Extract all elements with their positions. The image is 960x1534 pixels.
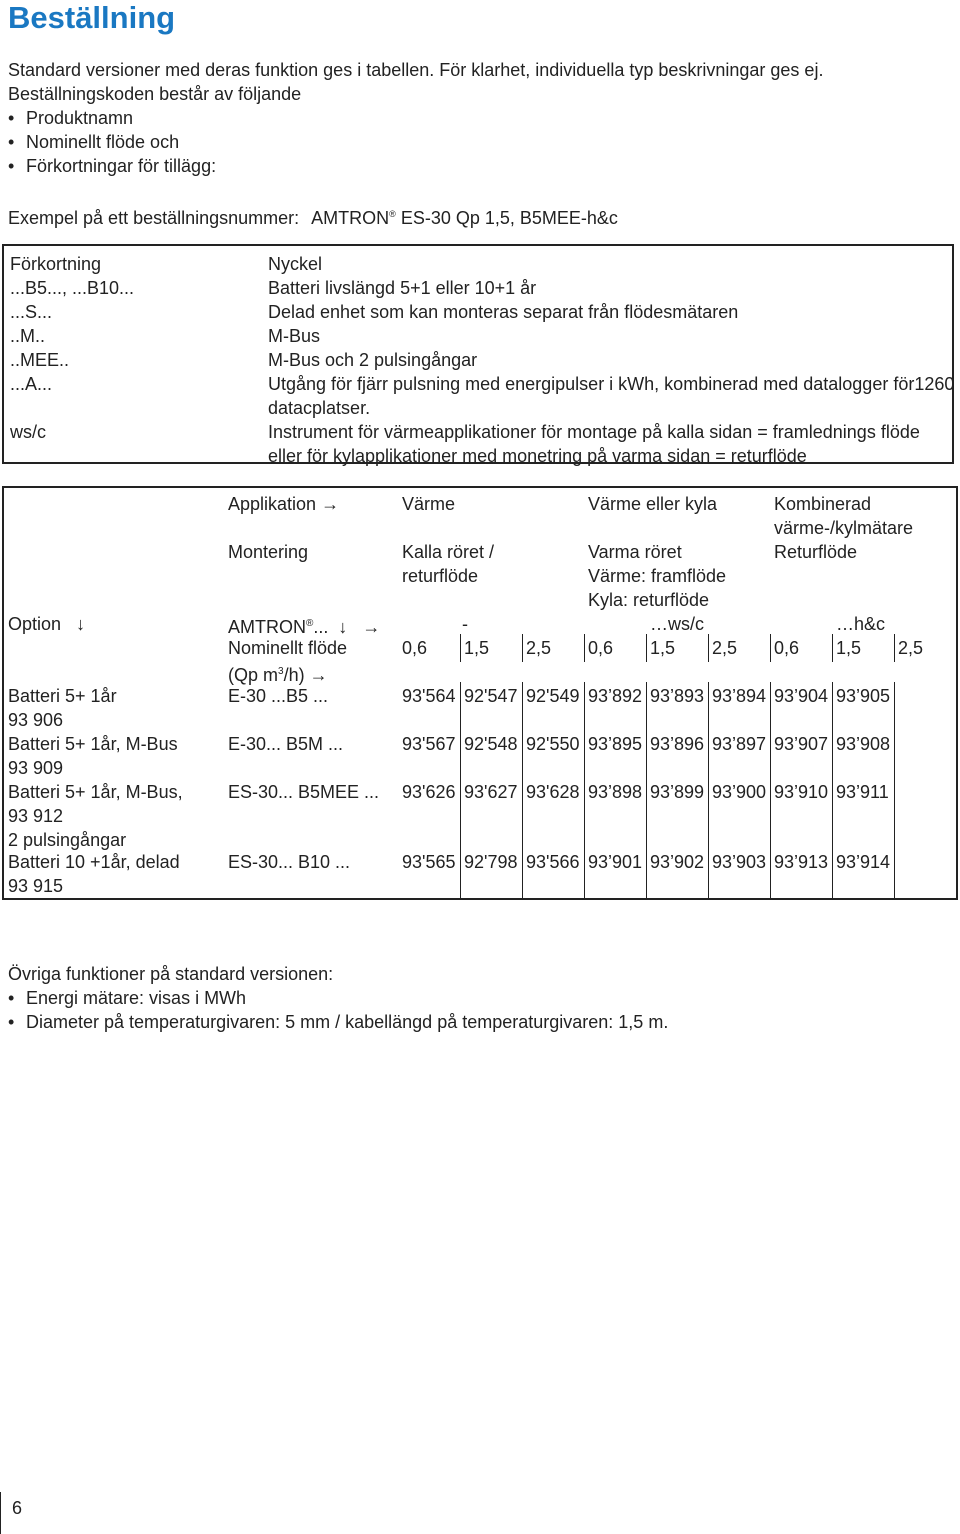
option-hc: …h&c [836, 614, 886, 634]
option-dash: - [462, 614, 468, 634]
article-number: 93’904 [774, 686, 829, 706]
column-divider [832, 634, 833, 662]
nominal-flow-label: Nominellt flöde [228, 638, 348, 658]
page-margin-line [0, 1492, 1, 1534]
row-option: Batteri 10 +1år, delad [8, 852, 180, 872]
article-number: 93'567 [402, 734, 456, 754]
bullet-item: • Produktnamn [8, 106, 953, 130]
article-number: 93’902 [650, 852, 705, 872]
article-number: 93’898 [588, 782, 643, 802]
key-desc: Utgång för fjärr pulsning med energipulser i kWh, kombinerad med datalogger för1260 datacplatser. [268, 374, 955, 418]
option-label: Option ↓ [8, 614, 86, 634]
article-number: 93’914 [836, 852, 891, 872]
flow-value: 1,5 [464, 638, 490, 658]
row-option: 93 909 [8, 758, 64, 778]
flow-value: 0,6 [588, 638, 614, 658]
arrow-right-icon: → [309, 665, 328, 685]
registered-mark: ® [389, 209, 396, 219]
arrow-right-icon: → [321, 494, 340, 514]
flow-value: 1,5 [650, 638, 676, 658]
arrow-right-icon: → [362, 617, 381, 637]
article-number: 93’901 [588, 852, 643, 872]
column-divider [584, 682, 585, 898]
article-number: 93'627 [464, 782, 518, 802]
row-code: E-30... B5M ... [228, 734, 344, 754]
key-abbr: ..M.. [10, 326, 45, 346]
key-header-desc: Nyckel [268, 254, 323, 274]
mount-warm: Varma röret [588, 542, 682, 562]
flow-value: 0,6 [402, 638, 428, 658]
intro-line: Standard versioner med deras funktion ges i tabellen. För klarhet, individuella typ beskrivningar ges ej. [8, 60, 824, 80]
key-abbr: ...S... [10, 302, 53, 322]
article-number: 93’911 [836, 782, 889, 802]
article-number: 93'565 [402, 852, 456, 872]
key-desc: M-Bus [268, 326, 321, 346]
key-desc: Instrument för värmeapplikationer för montage på kalla sidan = framlednings flöde eller för kylapplikationer med monetring på varma sidan = returflöde [268, 422, 920, 466]
flow-value: 0,6 [774, 638, 800, 658]
row-option: Batteri 5+ 1år, M-Bus, [8, 782, 183, 802]
column-divider [522, 682, 523, 898]
article-number: 93’903 [712, 852, 767, 872]
page-title: Beställning [8, 0, 176, 35]
mount-cold: Kalla röret / [402, 542, 495, 562]
order-example [8, 202, 618, 230]
article-number: 92'549 [526, 686, 580, 706]
app-heat: Värme [402, 494, 456, 514]
column-divider [460, 682, 461, 898]
row-code: ES-30... B5MEE ... [228, 782, 380, 802]
article-number: 93’895 [588, 734, 643, 754]
column-divider [770, 634, 771, 662]
key-abbr: ...A... [10, 374, 53, 394]
row-code: E-30 ...B5 ... [228, 686, 329, 706]
row-code: ES-30... B10 ... [228, 852, 351, 872]
key-header-abbr: Förkortning [10, 254, 102, 274]
flow-value: 2,5 [712, 638, 738, 658]
article-number: 93'566 [526, 852, 580, 872]
flow-value: 2,5 [898, 638, 924, 658]
option-wsc: …ws/c [650, 614, 704, 634]
article-number: 93’894 [712, 686, 767, 706]
app-combined: värme-/kylmätare [774, 518, 914, 538]
column-divider [894, 682, 895, 898]
column-divider [770, 682, 771, 898]
column-divider [460, 634, 461, 662]
article-number: 93’893 [650, 686, 705, 706]
other-heading: Övriga funktioner på standard versionen: [8, 964, 334, 984]
bullet-item: • Förkortningar för tillägg: [8, 154, 953, 178]
key-abbr: ..MEE.. [10, 350, 70, 370]
intro-line: Beställningskoden består av följande [8, 84, 302, 104]
column-divider [708, 682, 709, 898]
arrow-down-icon: ↓ [76, 614, 86, 634]
example-code: ES-30 Qp 1,5, B5MEE-h&c [400, 208, 618, 228]
article-number: 93’896 [650, 734, 705, 754]
column-divider [522, 634, 523, 662]
mounting-label: Montering [228, 542, 309, 562]
bullet-item: • Energi mätare: visas i MWh [8, 986, 668, 1010]
row-option: Batteri 5+ 1år, M-Bus [8, 734, 178, 754]
article-number: 93'564 [402, 686, 456, 706]
page-number: 6 [12, 1498, 23, 1518]
column-divider [894, 634, 895, 662]
example-label: Exempel på ett beställningsnummer: [8, 208, 300, 228]
article-number: 93’892 [588, 686, 643, 706]
column-divider [646, 682, 647, 898]
key-desc: M-Bus och 2 pulsingångar [268, 350, 478, 370]
row-option: Batteri 5+ 1år [8, 686, 117, 706]
key-abbr: ws/c [10, 422, 46, 442]
article-number: 92'548 [464, 734, 518, 754]
application-label: Applikation → [228, 494, 340, 514]
article-number: 92'798 [464, 852, 518, 872]
article-number: 93’899 [650, 782, 705, 802]
row-option: 93 912 [8, 806, 64, 826]
column-divider [584, 634, 585, 662]
article-number: 93’900 [712, 782, 767, 802]
amtron-option: AMTRON®... ↓ → [228, 617, 381, 637]
flow-value: 2,5 [526, 638, 552, 658]
bullet-item: • Diameter på temperaturgivaren: 5 mm / kabellängd på temperaturgivaren: 1,5 m. [8, 1010, 668, 1034]
arrow-down-icon: ↓ [338, 617, 348, 637]
article-number: 93’905 [836, 686, 891, 706]
intro-section [8, 58, 953, 178]
mount-return: Returflöde [774, 542, 858, 562]
other-functions [8, 962, 668, 1034]
key-desc: Batteri livslängd 5+1 eller 10+1 år [268, 278, 537, 298]
article-number: 93’910 [774, 782, 829, 802]
key-abbr: ...B5..., ...B10... [10, 278, 135, 298]
column-divider [646, 634, 647, 662]
row-option: 93 915 [8, 876, 64, 896]
app-heat-or-cool: Värme eller kyla [588, 494, 718, 514]
article-number: 93’897 [712, 734, 767, 754]
column-divider [708, 634, 709, 662]
order-table [2, 486, 958, 900]
article-number: 93’908 [836, 734, 891, 754]
article-number: 93’907 [774, 734, 829, 754]
mount-cold: returflöde [402, 566, 479, 586]
mount-warm: Värme: framflöde [588, 566, 727, 586]
article-number: 93’913 [774, 852, 829, 872]
article-number: 92'550 [526, 734, 580, 754]
row-option: 2 pulsingångar [8, 830, 127, 850]
example-brand: AMTRON [311, 208, 390, 228]
mount-warm: Kyla: returflöde [588, 590, 710, 610]
key-desc: Delad enhet som kan monteras separat från flödesmätaren [268, 302, 739, 322]
column-divider [832, 682, 833, 898]
row-option: 93 906 [8, 710, 64, 730]
nominal-flow-unit: (Qp $m^3/h$) → [228, 665, 328, 685]
article-number: 92'547 [464, 686, 518, 706]
abbreviation-key-box [2, 244, 954, 464]
article-number: 93'626 [402, 782, 456, 802]
bullet-item: • Nominellt flöde och [8, 130, 953, 154]
article-number: 93'628 [526, 782, 580, 802]
app-combined: Kombinerad [774, 494, 872, 514]
flow-value: 1,5 [836, 638, 862, 658]
